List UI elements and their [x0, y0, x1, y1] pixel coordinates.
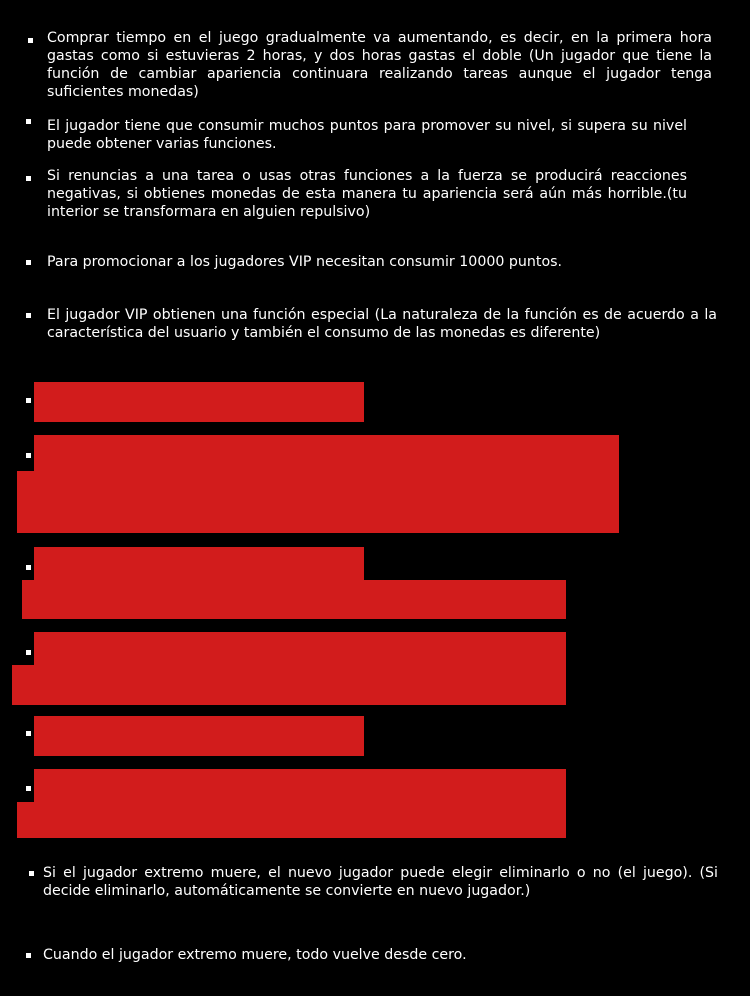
bottom-bullet-text-1: Si el jugador extremo muere, el nuevo jugador puede elegir eliminarlo o no (el juego). (Si decide eliminarlo, automáticamente se convierte en nuevo jugador.)	[43, 865, 718, 899]
bullet-text-2: El jugador tiene que consumir muchos puntos para promover su nivel, si supera su nivel puede obtener varias funciones.	[47, 118, 687, 152]
redaction-block	[12, 665, 566, 705]
redaction-block	[17, 471, 619, 533]
bullet-text-1: Comprar tiempo en el juego gradualmente va aumentando, es decir, en la primera hora gastas como si estuvieras 2 horas, y dos horas gastas el doble (Un jugador que tiene la función de cambiar apariencia continuara realizando tareas aunque el jugador tenga suficientes monedas)	[47, 30, 712, 100]
bullet-marker	[26, 260, 31, 265]
bullet-marker	[26, 119, 31, 124]
redaction-block	[34, 632, 566, 668]
redaction-block	[22, 580, 566, 619]
redaction-block	[34, 382, 364, 422]
bottom-bullet-text-2: Cuando el jugador extremo muere, todo vuelve desde cero.	[43, 947, 467, 963]
bullet-text-5: El jugador VIP obtienen una función especial (La naturaleza de la función es de acuerdo a la característica del usuario y también el consumo de las monedas es diferente)	[47, 307, 717, 341]
bullet-marker	[26, 565, 31, 570]
bullet-marker	[26, 398, 31, 403]
bullet-marker	[28, 38, 33, 43]
redaction-block	[17, 802, 566, 838]
bullet-marker	[26, 313, 31, 318]
bullet-marker	[26, 650, 31, 655]
bullet-marker	[29, 871, 34, 876]
bullet-marker	[26, 953, 31, 958]
bullet-marker	[26, 176, 31, 181]
redaction-block	[34, 769, 566, 805]
bullet-text-3: Si renuncias a una tarea o usas otras funciones a la fuerza se producirá reacciones negativas, si obtienes monedas de esta manera tu apariencia será aún más horrible.(tu interior se transformara en alguien repulsivo)	[47, 168, 687, 220]
redaction-block	[34, 547, 364, 583]
redaction-block	[34, 435, 619, 473]
bullet-marker	[26, 786, 31, 791]
redaction-block	[34, 716, 364, 756]
bullet-text-4: Para promocionar a los jugadores VIP necesitan consumir 10000 puntos.	[47, 254, 563, 270]
bullet-marker	[26, 453, 31, 458]
bullet-marker	[26, 731, 31, 736]
